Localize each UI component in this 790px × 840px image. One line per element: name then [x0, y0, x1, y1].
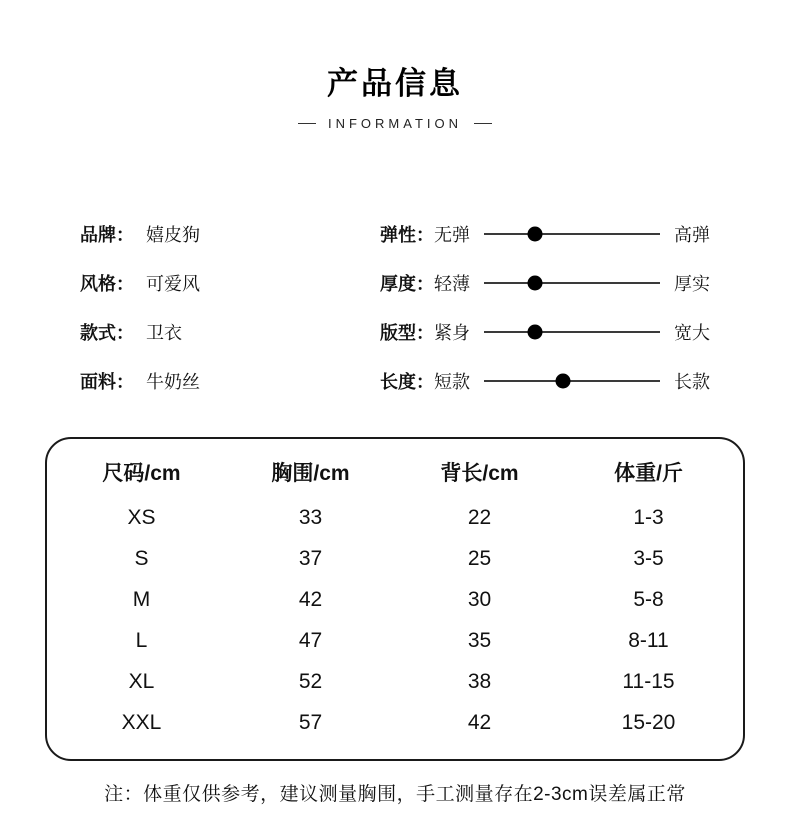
table-row [57, 661, 733, 702]
slider-track [484, 233, 660, 235]
table-header-cell: 体重/斤 [614, 462, 683, 485]
slider-max-label: 长款 [674, 371, 710, 392]
slider-dot [556, 373, 571, 388]
subtitle-right-line [474, 123, 492, 124]
table-header-cell: 胸围/cm [271, 462, 350, 485]
table-cell: 52 [298, 670, 323, 693]
table-cell: M [132, 588, 151, 611]
table-cell: L [135, 629, 148, 652]
slider-dot [528, 275, 543, 290]
subtitle-left-line [298, 123, 316, 124]
table-row [57, 702, 733, 743]
slider-min-label: 无弹 [434, 224, 470, 245]
table-cell: 8-11 [628, 629, 669, 652]
table-row [57, 538, 733, 579]
table-row [57, 620, 733, 661]
table-cell: 33 [298, 506, 323, 529]
table-cell: S [134, 547, 149, 570]
slider-label: 版型： [380, 322, 434, 343]
table-cell: 38 [467, 670, 492, 693]
slider-label: 弹性： [380, 224, 434, 245]
table-cell: 42 [298, 588, 323, 611]
slider-min-label: 短款 [434, 371, 470, 392]
table-cell: 35 [467, 629, 492, 652]
table-cell: 5-8 [633, 588, 664, 611]
slider-row-thickness [380, 270, 710, 296]
table-cell: 30 [467, 588, 492, 611]
table-header-cell: 背长/cm [440, 462, 519, 485]
table-row [57, 497, 733, 538]
table-cell: 42 [467, 711, 492, 734]
table-cell: 11-15 [622, 670, 675, 693]
attribute-row-fabric [80, 368, 380, 394]
slider-max-label: 厚实 [674, 273, 710, 294]
attributes-section [0, 209, 790, 405]
slider-max-label: 高弹 [674, 224, 710, 245]
slider-max-label: 宽大 [674, 322, 710, 343]
attribute-label: 品牌： [80, 224, 134, 245]
attribute-row-cut [80, 319, 380, 345]
table-cell: XS [127, 506, 156, 529]
page-header [0, 0, 790, 131]
slider-min-label: 轻薄 [434, 273, 470, 294]
attribute-value: 嬉皮狗 [146, 224, 200, 245]
table-row [57, 579, 733, 620]
slider-row-length [380, 368, 710, 394]
slider-track [484, 380, 660, 382]
page-title: 产品信息 [327, 66, 463, 101]
slider-row-elasticity [380, 221, 710, 247]
slider-dot [528, 226, 543, 241]
table-cell: 1-3 [633, 506, 664, 529]
table-cell: 47 [298, 629, 323, 652]
subtitle-row [0, 116, 790, 131]
page-subtitle: INFORMATION [327, 116, 463, 131]
attribute-label: 款式： [80, 322, 134, 343]
slider-track [484, 282, 660, 284]
slider-label: 厚度： [380, 273, 434, 294]
table-header-cell: 尺码/cm [102, 462, 181, 485]
attribute-row-style [80, 270, 380, 296]
attribute-value: 可爱风 [146, 273, 200, 294]
table-cell: 25 [467, 547, 492, 570]
slider-min-label: 紧身 [434, 322, 470, 343]
note-text: 注：体重仅供参考，建议测量胸围，手工测量存在2-3cm误差属正常 [104, 784, 686, 805]
table-header-row [57, 451, 733, 497]
table-cell: 37 [298, 547, 323, 570]
attribute-row-brand [80, 221, 380, 247]
attribute-label: 风格： [80, 273, 134, 294]
attribute-value: 牛奶丝 [146, 371, 200, 392]
table-cell: XXL [121, 711, 162, 734]
table-cell: 3-5 [633, 547, 664, 570]
slider-dot [528, 324, 543, 339]
attribute-value: 卫衣 [146, 322, 182, 343]
attribute-label: 面料： [80, 371, 134, 392]
table-cell: XL [128, 670, 155, 693]
table-cell: 57 [298, 711, 323, 734]
slider-row-fit [380, 319, 710, 345]
slider-track [484, 331, 660, 333]
table-cell: 22 [467, 506, 492, 529]
table-cell: 15-20 [621, 711, 676, 734]
slider-label: 长度： [380, 371, 434, 392]
size-table [45, 437, 745, 761]
